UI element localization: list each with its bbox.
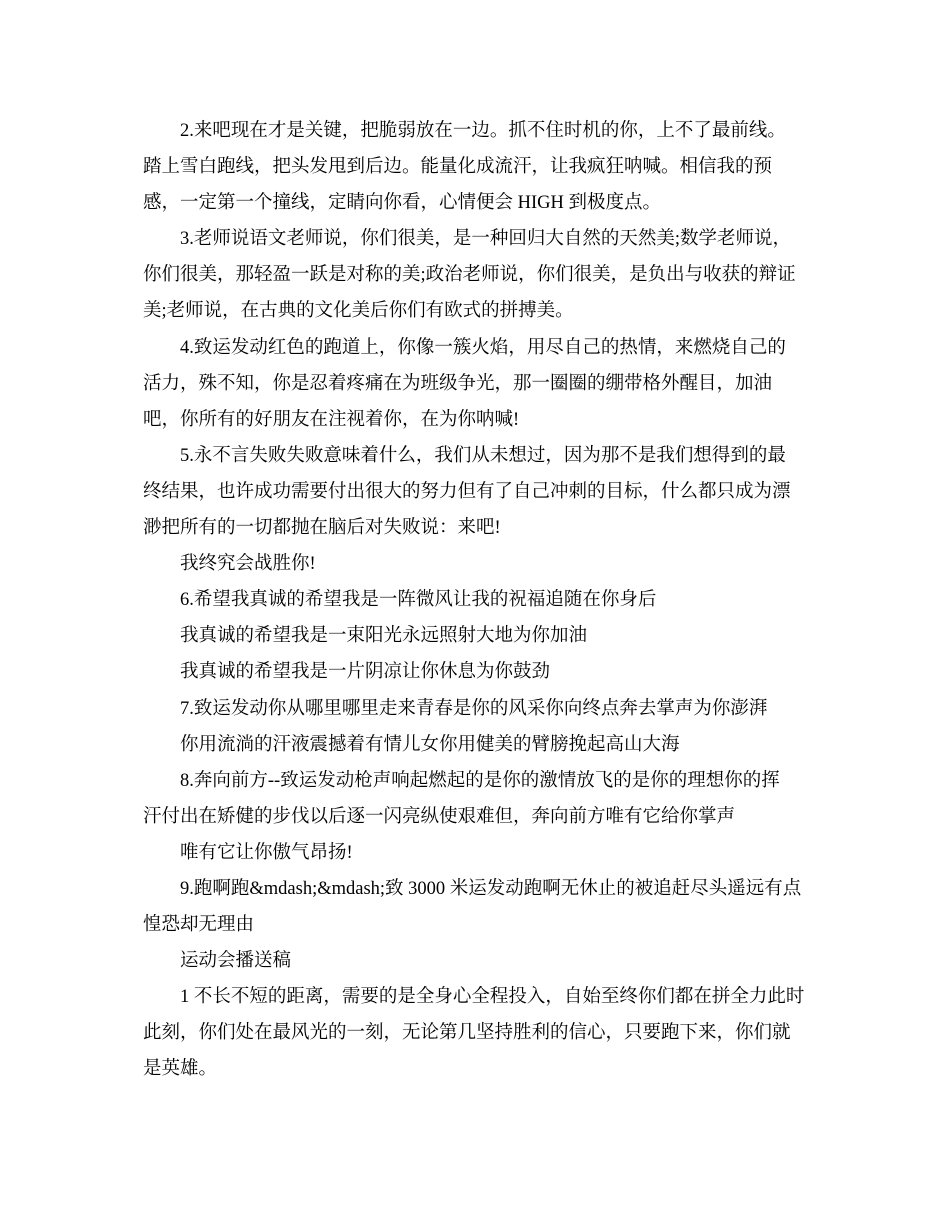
paragraph-item-6-verse-2 (143, 618, 813, 654)
document-body (143, 113, 813, 1088)
text-line: 美;老师说，在古典的文化美后你们有欧式的拼搏美。 (143, 301, 574, 322)
text-line: 2.来吧现在才是关键，把脆弱放在一边。抓不住时机的你，上不了最前线。 (180, 121, 786, 141)
text-line: 活力，殊不知，你是忍着疼痛在为班级争光，那一圈圈的绷带格外醒目，加油 (143, 373, 773, 394)
paragraph-item-8 (143, 763, 813, 835)
text-line: 你们很美，那轻盈一跃是对称的美;政治老师说，你们很美，是负出与收获的辩证 (143, 265, 796, 286)
text-line: 1 不长不短的距离，需要的是全身心全程投入，自始至终你们都在拼全力此时 (180, 987, 805, 1008)
text-line: 终结果，也许成功需要付出很大的努力但有了自己冲刺的目标，什么都只成为漂 (143, 481, 791, 502)
text-line: 踏上雪白跑线，把头发甩到后边。能量化成流汗，让我疯狂呐喊。相信我的预 (143, 157, 773, 178)
text-line: 你用流淌的汗液震撼着有情儿女你用健美的臂膀挽起高山大海 (180, 734, 680, 755)
text-line: 9.跑啊跑&mdash;&mdash;致 3000 米运发动跑啊无休止的被追赶尽头遥远有点 (180, 878, 802, 899)
text-line: 4.致运发动红色的跑道上，你像一簇火焰，用尽自己的热情，来燃烧自己的 (180, 337, 786, 358)
text-line: 惶恐却无理由 (143, 915, 255, 936)
text-line: 是英雄。 (143, 1059, 218, 1080)
section-heading (143, 943, 813, 979)
text-line: 6.希望我真诚的希望我是一阵微风让我的祝福追随在你身后 (180, 590, 657, 611)
text-line: 此刻，你们处在最风光的一刻，无论第几坚持胜利的信心，只要跑下来，你们就 (143, 1023, 791, 1044)
text-line: 汗付出在矫健的步伐以后逐一闪亮纵使艰难但，奔向前方唯有它给你掌声 (143, 806, 736, 827)
text-line: 唯有它让你傲气昂扬! (180, 842, 353, 863)
paragraph-item-4 (143, 330, 813, 438)
paragraph-item-6-verse-3 (143, 654, 813, 690)
paragraph-item-6 (143, 582, 813, 618)
paragraph-item-7-verse-2 (143, 727, 813, 763)
text-line: 感，一定第一个撞线，定睛向你看，心情便会 HIGH 到极度点。 (143, 193, 661, 214)
paragraph-item-3 (143, 221, 813, 329)
paragraph-item-5 (143, 438, 813, 546)
text-line: 3.老师说语文老师说，你们很美，是一种回归大自然的天然美;数学老师说， (180, 229, 792, 250)
paragraph-item-7 (143, 691, 813, 727)
paragraph-broadcast-1 (143, 979, 813, 1087)
text-line: 5.永不言失败失败意味着什么，我们从未想过，因为那不是我们想得到的最 (180, 445, 786, 466)
text-line: 我真诚的希望我是一束阳光永远照射大地为你加油 (180, 626, 588, 647)
text-line: 吧，你所有的好朋友在注视着你，在为你呐喊! (143, 409, 520, 430)
text-line: 我真诚的希望我是一片阴凉让你休息为你鼓劲 (180, 662, 551, 683)
text-line: 7.致运发动你从哪里哪里走来青春是你的风采你向终点奔去掌声为你澎湃 (180, 698, 768, 719)
text-line: 渺把所有的一切都抛在脑后对失败说：来吧! (143, 518, 501, 539)
paragraph-item-9 (143, 871, 813, 943)
paragraph-item-2 (143, 113, 813, 221)
section-title: 运动会播送稿 (180, 951, 292, 972)
text-line: 8.奔向前方--致运发动枪声响起燃起的是你的激情放飞的是你的理想你的挥 (180, 770, 780, 791)
text-line: 我终究会战胜你! (180, 554, 316, 575)
paragraph-item-5-continued (143, 546, 813, 582)
paragraph-item-8-continued (143, 835, 813, 871)
